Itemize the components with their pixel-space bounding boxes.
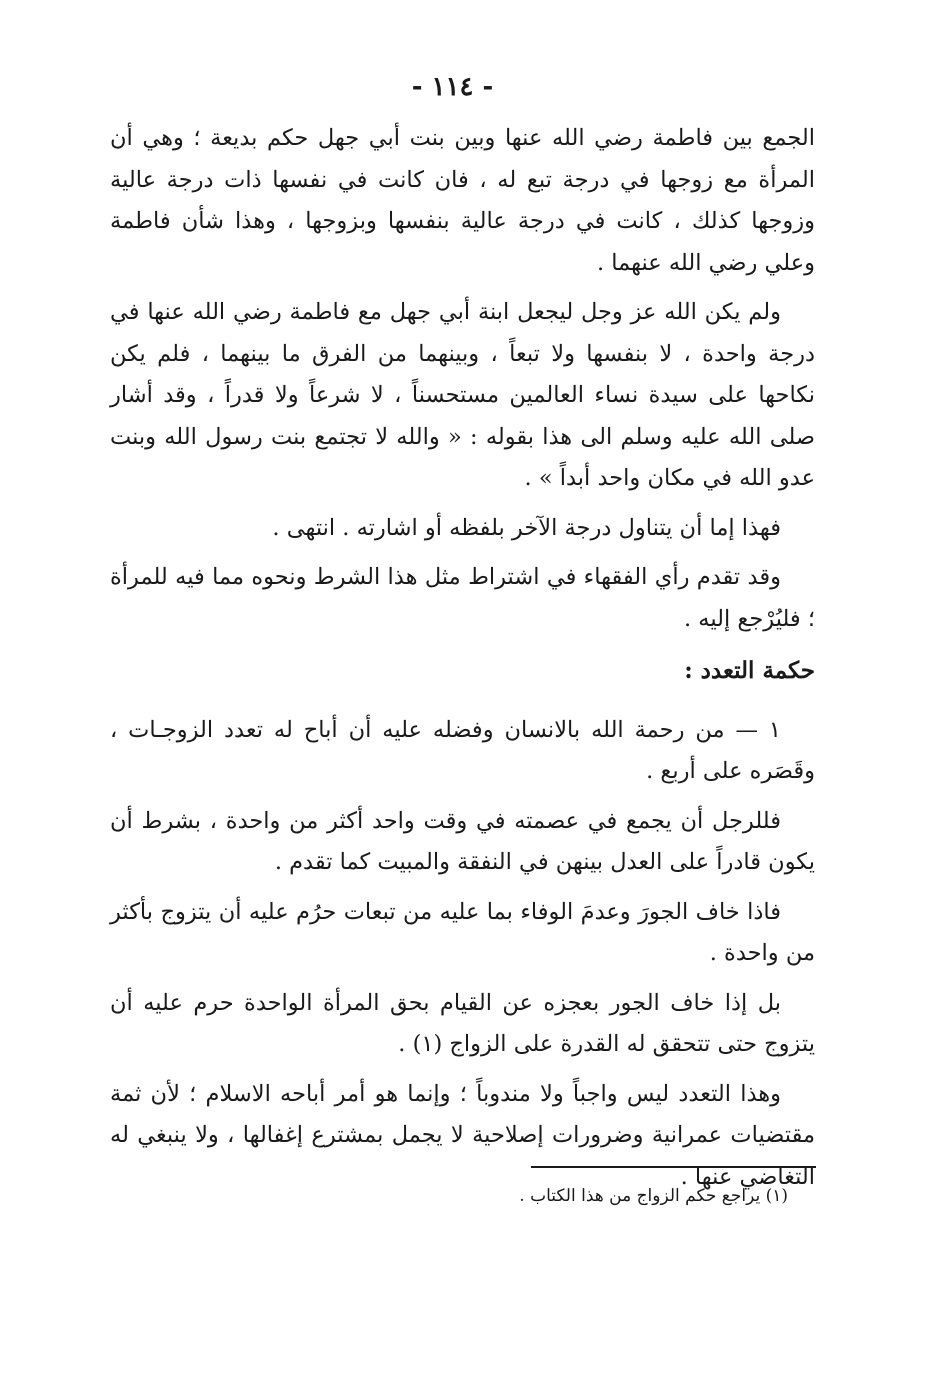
page-number: - ١١٤ - xyxy=(411,72,494,102)
paragraph: فاذا خاف الجورَ وعدمَ الوفاء بما عليه من تبعات حرُم عليه أن يتزوج بأكثر من واحدة . xyxy=(110,898,815,966)
footnote-divider xyxy=(531,1166,816,1168)
section-heading: حكمة التعدد : xyxy=(684,657,815,684)
paragraph: الجمع بين فاطمة رضي الله عنها وبين بنت أبي جهل حكم بديعة ؛ وهي أن المرأة مع زوجها في درجة تبع له ، فان كانت في نفسها ذات درجة عالية وزوجها كذلك ، كانت في درجة عالية بنفسها وبزوجها ، وهذا شأن فاطمة وعلي رضي الله عنهما . xyxy=(110,125,815,276)
paragraph: وقد تقدم رأي الفقهاء في اشتراط مثل هذا الشرط ونحوه مما فيه للمرأة ؛ فليُرْجع إليه . xyxy=(110,564,815,632)
paragraph: فللرجل أن يجمع في عصمته في وقت واحد أكثر من واحدة ، بشرط أن يكون قادراً على العدل بينهن في النفقة والمبيت كما تقدم . xyxy=(110,807,815,875)
paragraph: ولم يكن الله عز وجل ليجعل ابنة أبي جهل مع فاطمة رضي الله عنها في درجة واحدة ، لا بنفسها ولا تبعاً ، وبينهما من الفرق ما بينهما ، فلم يكن نكاحها على سيدة نساء العالمين مستحسناً ، لا شرعاً ولا قدراً ، وقد أشار صلى الله عليه وسلم الى هذا بقوله : « والله لا تجتمع بنت رسول الله وبنت عدو الله في مكان واحد أبداً » . xyxy=(110,299,815,491)
paragraph: بل إذا خاف الجور بعجزه عن القيام بحق المرأة الواحدة حرم عليه أن يتزوج حتى تتحقق له القدرة على الزواج (١) . xyxy=(110,989,815,1057)
paragraph: فهذا إما أن يتناول درجة الآخر بلفظه أو اشارته . انتهى . xyxy=(272,514,781,541)
footnote: (١) يراجع حكم الزواج من هذا الكتاب . xyxy=(519,1186,788,1206)
main-text xyxy=(110,118,815,1206)
paragraph: ١ — من رحمة الله بالانسان وفضله عليه أن أباح له تعدد الزوجـات ، وقَصَره على أربع . xyxy=(110,716,815,784)
paragraph: وهذا التعدد ليس واجباً ولا مندوباً ؛ وإنما هو أمر أباحه الاسلام ؛ لأن ثمة مقتضيات عمرانية وضرورات إصلاحية لا يجمل بمشترع إغفالها ، ولا ينبغي له التغاضي عنها . xyxy=(110,1080,815,1190)
